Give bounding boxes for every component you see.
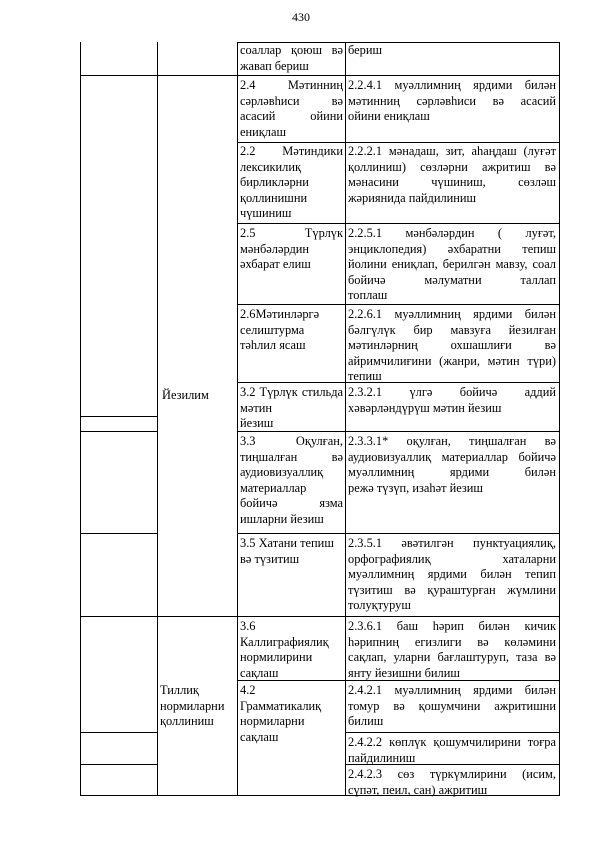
result-cell: 2.4.2.2 көплүк қошумчилирини тоғра пайдилиниш: [348, 735, 556, 765]
skill-cell: 3.5 Хатани тепиш вә түзитиш: [240, 536, 334, 566]
row-line: [80, 533, 157, 534]
result-cell: 2.3.3.1* оқулған, тиңшалған вә аудиовизуаллиқ материаллар бойичә муәллимниң ярдими билән режә түзүп, изаһәт йезиш: [348, 434, 556, 495]
section-label-writing: Йезилим: [162, 388, 209, 402]
skill-cell: 3.3 Оқулған, тиңшалған вә аудиовизуаллиқ материаллар бойичә язма ишларни йезиш: [240, 434, 343, 526]
row-line: [345, 732, 560, 733]
skill-cell: 2.4 Мәтинниң сәрләвһиси вә асасий ойини ениқлаш: [240, 78, 343, 139]
skill-cell: 2.5 Түрлүк мәнбәләрдин әхбарат елиш: [240, 226, 343, 272]
skill-cell: соаллар қоюш вә жавап бериш: [240, 43, 343, 73]
result-cell: бериш: [348, 43, 383, 57]
table-divider-2: [237, 42, 238, 796]
table-divider-3: [345, 42, 346, 796]
skill-cell: 2.6Мәтинләргә селиштурма тәһлил ясаш: [240, 307, 320, 353]
skill-cell: 4.2 Грамматикалиқ нормиларни сақлаш: [240, 683, 322, 744]
row-line: [80, 732, 157, 733]
result-cell: 2.2.6.1 муәллимниң ярдими билән бәлгүлүк бир мавзуға йезилған мәтинләрниң охшашлиғи вә айримчилиғини (жанри, мәтин түри) тепиш: [348, 307, 556, 384]
result-cell: 2.2.2.1 мәнадаш, зит, аһаңдаш (луғәт қоллиниш) сөзләрни ажритиш вә мәнасини чүшиниш, сөзләш жәриянида пайдилиниш: [348, 144, 556, 205]
skill-cell: 3.6 Каллиграфиялиқ нормилирини сақлаш: [240, 619, 329, 680]
row-line: [80, 75, 560, 76]
curriculum-table: [80, 42, 560, 796]
result-cell: 2.3.5.1 әвәтилгән пунктуациялиқ, орфографиялиқ хаталарни муәллимниң ярдими билән тепип түзитиш вә қураштурған жүмлини толуқтуруш: [348, 536, 556, 613]
page-number: 430: [292, 10, 310, 24]
row-line: [80, 616, 560, 617]
table-divider-1: [157, 42, 158, 796]
row-line: [237, 142, 560, 143]
result-cell: 2.3.6.1 баш һәрип билән кичик һәрипниң егизлиги вә көләмини сақлап, уларни бағлаштуруп, таза вә янту йезишни билиш: [348, 619, 556, 680]
result-cell: 2.2.5.1 мәнбәләрдин ( луғәт, энциклопедия) әхбаратни тепиш йолини ениқлап, берилгән мавзу, соал бойичә мәлуматни таллап топлаш: [348, 226, 556, 303]
result-cell: 2.4.2.3 сөз түркүмлирини (исим, сүпәт, пеил, сан) ажритиш: [348, 767, 556, 797]
skill-cell: 3.2 Түрлүк стильда мәтин йезиш: [240, 385, 343, 431]
section-label-language-norms: Тиллиқ нормиларни қоллиниш: [160, 683, 225, 729]
row-line: [80, 431, 157, 432]
result-cell: 2.3.2.1 үлгә бойичә аддий хәвәрләндүрүш мәтин йезиш: [348, 385, 556, 415]
row-line: [80, 764, 157, 765]
row-line: [237, 533, 560, 534]
result-cell: 2.4.2.1 муәллимниң ярдими билән томур вә қошумчини ажритишни билиш: [348, 683, 556, 729]
skill-cell: 2.2 Мәтиндики лексикилиқ бирликләрни қоллинишни чүшиниш: [240, 144, 343, 221]
row-line: [237, 304, 560, 305]
row-line: [80, 416, 157, 417]
row-line: [237, 223, 560, 224]
result-cell: 2.2.4.1 муәллимниң ярдими билән мәтинниң сәрләвһиси вә асасий ойини ениқлаш: [348, 78, 556, 124]
table-border-left: [80, 42, 81, 796]
table-border-right: [559, 42, 560, 796]
